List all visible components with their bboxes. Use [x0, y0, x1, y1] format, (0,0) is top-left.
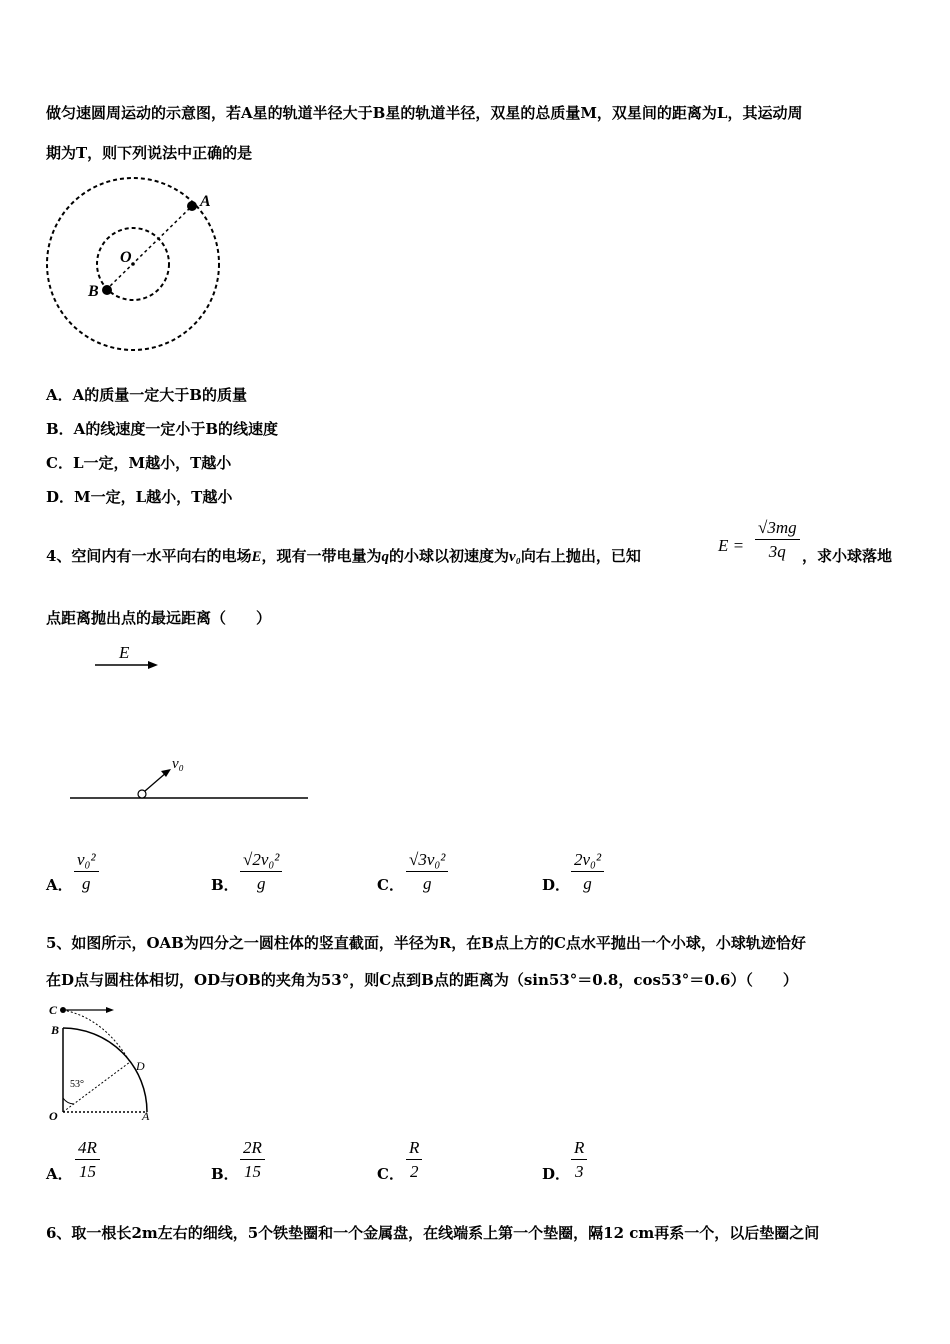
q4-var-v0: v₀ [509, 549, 521, 565]
q5-option-a-numerator: 4R [75, 1138, 100, 1160]
q5-option-b-denominator: 15 [243, 1162, 261, 1181]
q5-option-d-fraction [571, 1138, 587, 1182]
q4-stem-part5: ，求小球落地 [802, 547, 893, 565]
q4-option-c-letter: C． [377, 876, 404, 894]
q4-stem-part2: ，现有一带电量为 [261, 547, 382, 565]
label-b: B [51, 1023, 60, 1037]
velocity-arrow-line [145, 772, 167, 791]
q5-option-b-numerator: 2R [240, 1138, 265, 1160]
ball [138, 790, 146, 798]
q4-formula-lhs: E = [718, 536, 745, 555]
q4-formula-fraction [755, 518, 800, 562]
q3-stem-line2: 期为T，则下列说法中正确的是 [46, 144, 253, 162]
q4-option-a-denominator: g [82, 874, 91, 893]
q4-option-b-denominator: g [256, 874, 266, 893]
star-connector [106, 206, 192, 290]
q4-var-q: q [381, 549, 389, 565]
q3-option-a: A．A的质量一定大于B的质量 [46, 386, 247, 404]
q4-option-c-numerator: √3v₀² [406, 850, 448, 872]
q5-option-c-numerator: R [406, 1138, 422, 1160]
q4-option-d-letter: D． [542, 876, 571, 894]
q5-option-b-fraction [240, 1138, 265, 1182]
q4-option-a-fraction [74, 850, 99, 894]
q4-formula-numerator: √3mg [755, 518, 800, 540]
q4-stem-line2: 点距离抛出点的最远距离（ ） [46, 609, 272, 627]
q4-field-figure [60, 640, 320, 810]
q3-option-b: B．A的线速度一定小于B的线速度 [46, 420, 278, 438]
q5-option-d-denominator: 3 [574, 1162, 584, 1181]
label-c: C [49, 1003, 58, 1017]
q4-option-d-numerator: 2v₀² [571, 850, 604, 872]
q5-option-c-letter: C． [377, 1165, 404, 1183]
q5-cylinder-figure [44, 1000, 164, 1122]
q4-option-a-numerator: v₀² [74, 850, 99, 872]
q5-option-c-denominator: 2 [409, 1162, 419, 1181]
star-b [102, 285, 112, 295]
center-o [131, 262, 135, 266]
label-o: O [120, 249, 132, 266]
q4-option-b-numerator: √2v₀² [240, 850, 282, 872]
q5-stem-line2: 在D点与圆柱体相切，OD与OB的夹角为53°，则C点到B点的距离为（sin53°＝0.8，cos53°＝0.6）（ ） [46, 971, 798, 989]
q4-option-c-fraction [406, 850, 448, 894]
angle-mark [63, 1098, 74, 1104]
star-a [187, 201, 197, 211]
q4-option-d-fraction [571, 850, 604, 894]
q4-option-b-fraction [240, 850, 282, 894]
q6-stem-line1: 6、取一根长2m左右的细线，5个铁垫圈和一个金属盘，在线端系上第一个垫圈，隔12 cm再系一个，以后垫圈之间 [46, 1224, 820, 1242]
label-b: B [88, 283, 99, 300]
q4-stem-part3: 的小球以初速度为 [388, 547, 509, 565]
field-arrow-head [148, 661, 158, 669]
q4-option-b-letter: B． [211, 876, 239, 894]
angle-label: 53° [70, 1079, 84, 1090]
label-a: A [200, 193, 211, 210]
q5-option-a-letter: A． [46, 1165, 73, 1183]
q4-formula-denominator: 3q [768, 542, 786, 561]
q5-option-d-numerator: R [571, 1138, 587, 1160]
q4-stem-part4: 向右上抛出，已知 [520, 547, 641, 565]
q5-option-a-denominator: 15 [78, 1162, 96, 1181]
q3-option-c: C．L一定，M越小，T越小 [46, 454, 232, 472]
label-d: D [136, 1059, 145, 1073]
field-label-e: E [119, 643, 130, 662]
q5-stem-line1: 5、如图所示，OAB为四分之一圆柱体的竖直截面，半径为R，在B点上方的C点水平抛出一个小球，小球轨迹恰好 [46, 934, 806, 952]
q4-stem-part1: 4、空间内有一水平向右的电场 [46, 547, 252, 565]
q4-option-d-denominator: g [583, 874, 592, 893]
q3-option-d: D．M一定，L越小，T越小 [46, 488, 233, 506]
q4-option-c-denominator: g [422, 874, 432, 893]
q5-option-c-fraction [406, 1138, 422, 1182]
label-a: A [142, 1109, 150, 1122]
q3-stem-line1: 做匀速圆周运动的示意图，若A星的轨道半径大于B星的轨道半径，双星的总质量M，双星间的距离为L，其运动周 [46, 104, 803, 122]
q5-option-d-letter: D． [542, 1165, 571, 1183]
q4-option-a-letter: A． [46, 876, 73, 894]
q4-stem-line1 [46, 545, 641, 566]
quarter-arc [63, 1028, 147, 1112]
trajectory [63, 1010, 130, 1062]
velocity-label: v₀ [172, 756, 184, 772]
label-o: O [49, 1109, 58, 1122]
q4-var-e: E [251, 549, 262, 565]
q5-option-a-fraction [75, 1138, 100, 1182]
q5-option-b-letter: B． [211, 1165, 239, 1183]
q3-binary-star-figure [40, 172, 230, 357]
throw-arrow-head [106, 1007, 114, 1013]
